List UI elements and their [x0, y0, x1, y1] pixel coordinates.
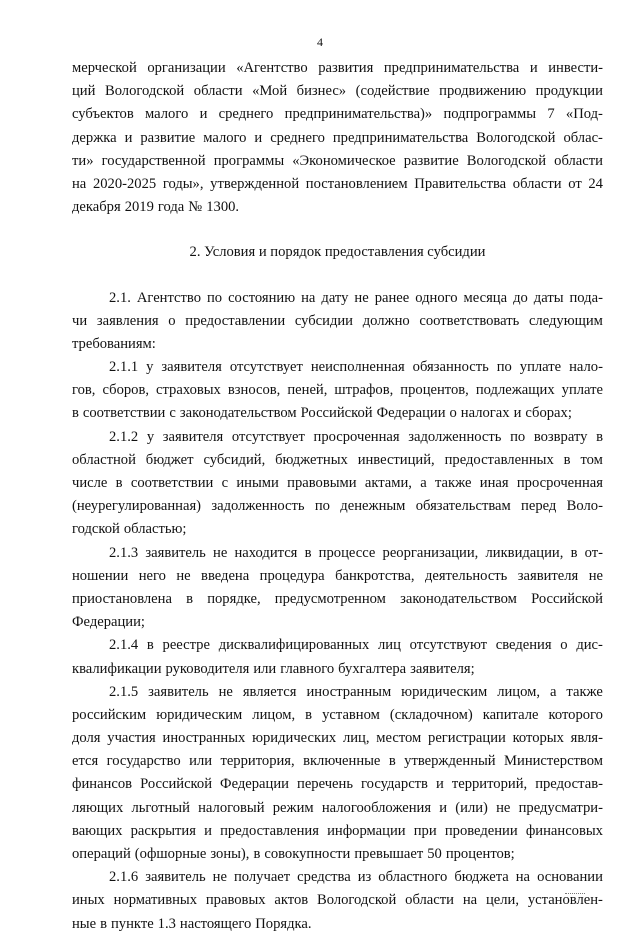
paragraph: [72, 681, 603, 867]
paragraph: [72, 287, 603, 357]
text-line: квалификации руководителя или главного бухгалтера заявителя;: [72, 660, 475, 677]
text-line: ций Вологодской области «Мой бизнес» (содействие продвижению продукции: [72, 83, 603, 100]
text-line: Федерации;: [72, 614, 145, 631]
paragraph: [72, 426, 603, 542]
text-line: иных нормативных правовых актов Вологодской области на цели, установлен-: [72, 892, 603, 909]
text-line: чи заявления о предоставлении субсидии должно соответствовать следующим: [72, 312, 603, 329]
paragraph: [72, 356, 603, 426]
text-line: российским юридическим лицом, в уставном (складочном) капитале которого: [72, 706, 603, 723]
text-line: держка и развитие малого и среднего предпринимательства Вологодской облас-: [72, 129, 603, 146]
text-line: ляющих льготный налоговый режим налогообложения и (или) не предусматри-: [72, 799, 603, 816]
text-line: ется государство или территория, включенные в утвержденный Министерством: [72, 753, 603, 770]
text-line: (неурегулированная) задолженность по денежным обязательствам перед Воло-: [72, 498, 603, 515]
text-line: ношении него не введена процедура банкротства, деятельность заявителя не: [72, 567, 603, 584]
text-line: гов, сборов, страховых взносов, пеней, штрафов, процентов, подлежащих уплате: [72, 382, 603, 399]
text-line: 2.1.1 у заявителя отсутствует неисполненная обязанность по уплате нало-: [109, 359, 603, 376]
text-line: годской областью;: [72, 521, 187, 538]
text-line: 2.1.2 у заявителя отсутствует просроченная задолженность по возврату в: [109, 428, 603, 445]
text-line: операций (офшорные зоны), в совокупности превышает 50 процентов;: [72, 846, 515, 862]
text-line: приостановлена в порядке, предусмотренном законодательством Российской: [72, 590, 603, 607]
text-line: в соответствии с законодательством Российской Федерации о налогах и сборах;: [72, 405, 572, 422]
text-line: требованиям:: [72, 335, 156, 352]
text-line: ные в пункте 1.3 настоящего Порядка.: [72, 915, 312, 932]
text-line: на 2020-2025 годы», утвержденной постановлением Правительства области от 24: [72, 175, 603, 192]
text-line: ти» государственной программы «Экономическое развитие Вологодской области: [72, 152, 603, 169]
document-body: [72, 57, 603, 936]
paragraph: [72, 542, 603, 635]
text-line: субъектов малого и среднего предпринимательства)» подпрограммы 7 «Под-: [72, 106, 603, 123]
text-line: 2.1.4 в реестре дисквалифицированных лиц отсутствуют сведения о дис-: [109, 637, 603, 654]
text-line: мерческой организации «Агентство развития предпринимательства и инвести-: [72, 60, 603, 76]
text-line: 2.1.5 заявитель не является иностранным юридическим лицом, а также: [109, 683, 603, 700]
section-paragraphs: [72, 287, 603, 936]
text-line: вающих раскрытия и предоставления информации при проведении финансовых: [72, 822, 603, 839]
scan-artifact: [565, 893, 585, 896]
paragraph: [72, 866, 603, 936]
page-number: 4: [317, 35, 323, 49]
text-line: областной бюджет субсидий, бюджетных инвестиций, предоставленных в том: [72, 451, 603, 468]
text-line: 2.1. Агентство по состоянию на дату не ранее одного месяца до даты пода-: [109, 289, 603, 306]
paragraph: [72, 634, 603, 680]
text-line: 2.1.6 заявитель не получает средства из областного бюджета на основании: [109, 869, 603, 886]
text-line: финансов Российской Федерации перечень государств и территорий, предостав-: [72, 776, 603, 793]
section-heading: 2. Условия и порядок предоставления субсидии: [189, 244, 486, 261]
text-line: доля участия иностранных юридических лиц, местом регистрации которых явля-: [72, 730, 603, 747]
text-line: числе в соответствии с иными правовыми актами, а также иная просроченная: [72, 475, 603, 491]
text-line: 2.1.3 заявитель не находится в процессе реорганизации, ликвидации, в от-: [109, 544, 603, 561]
intro-paragraph: [72, 57, 603, 219]
text-line: декабря 2019 года № 1300.: [72, 199, 240, 216]
